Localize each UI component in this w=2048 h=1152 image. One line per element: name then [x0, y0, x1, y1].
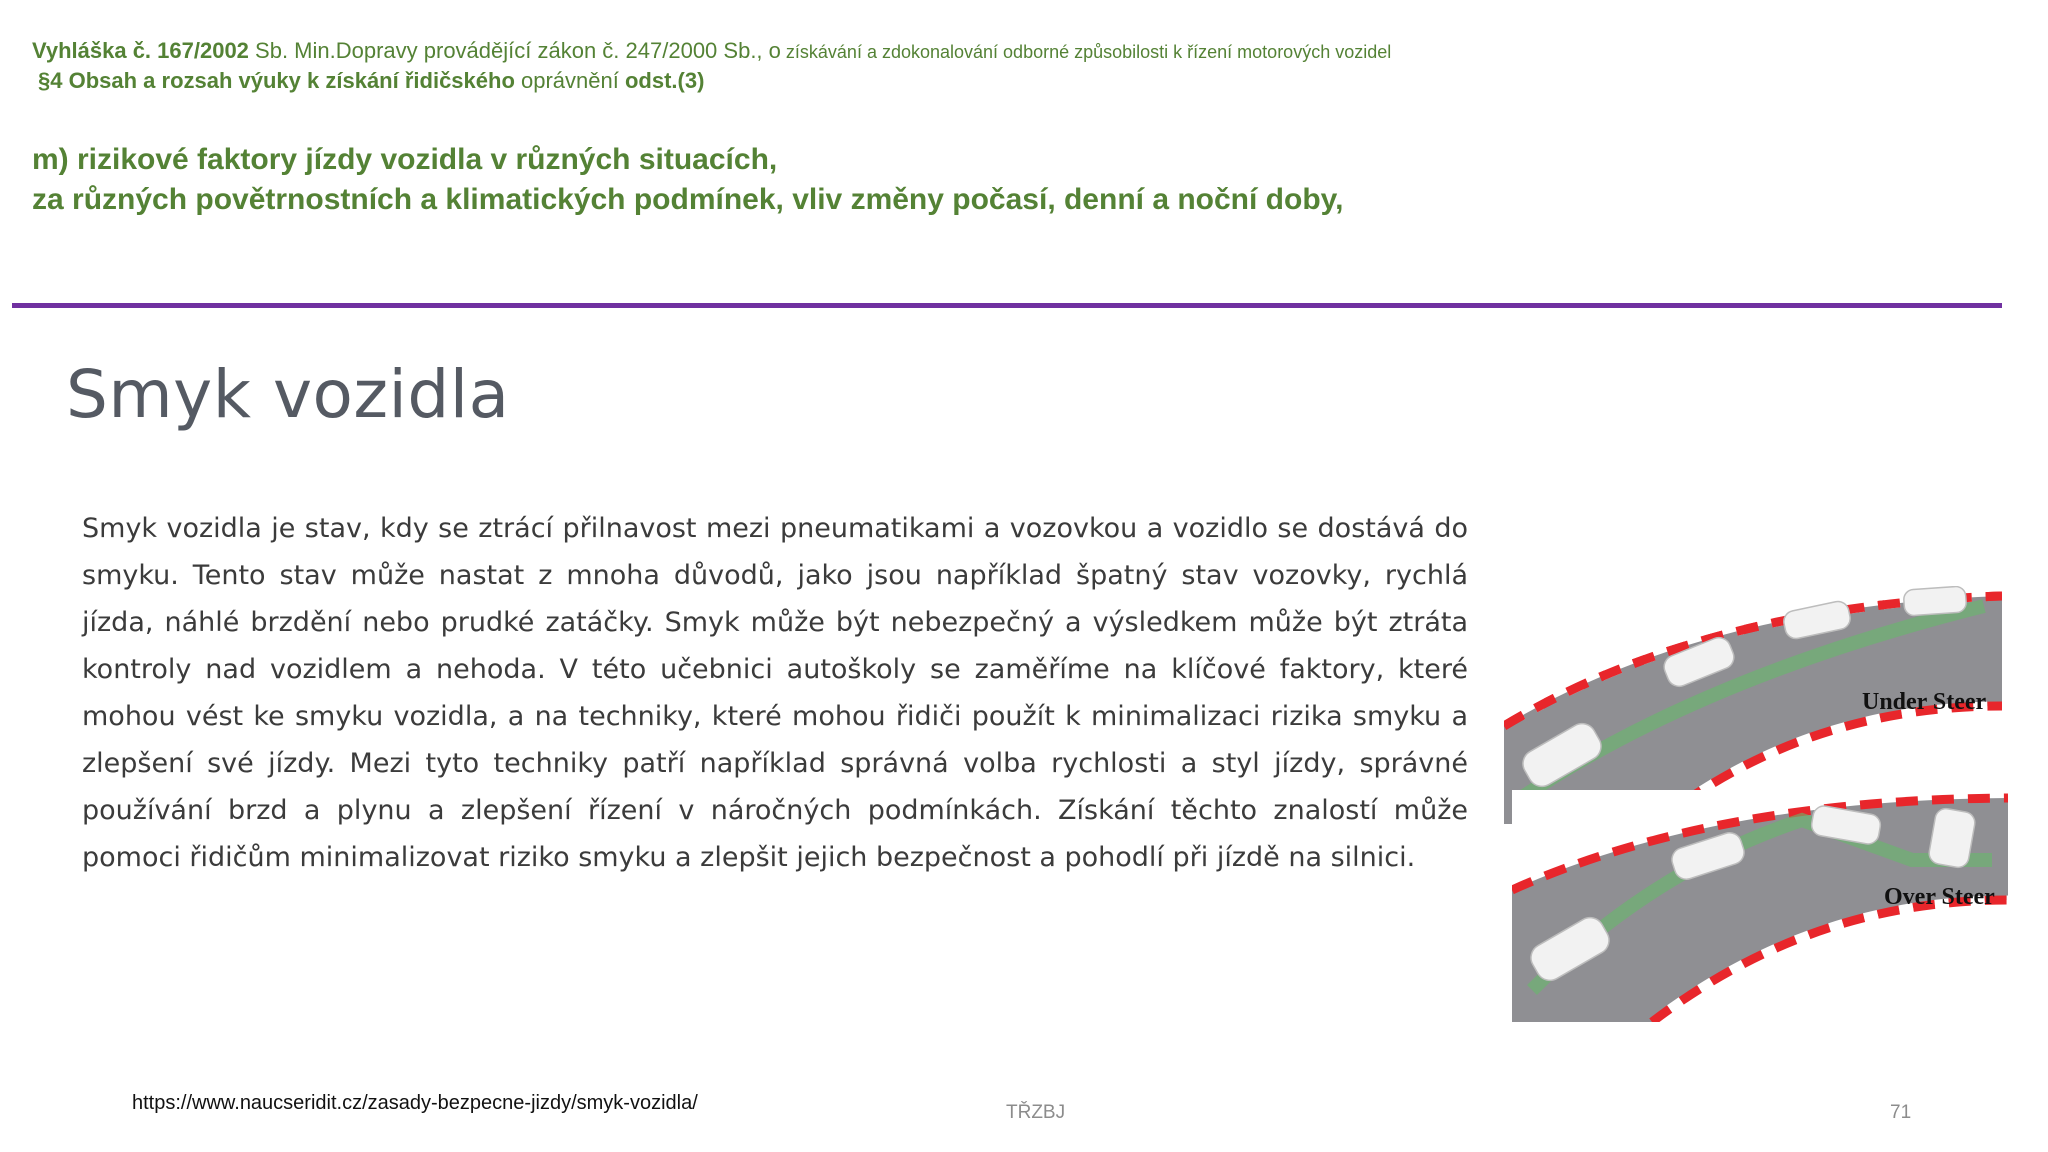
- source-link[interactable]: https://www.naucseridit.cz/zasady-bezpecne-jizdy/smyk-vozidla/: [132, 1092, 698, 1114]
- body-paragraph: Smyk vozidla je stav, kdy se ztrácí přilnavost mezi pneumatikami a vozovkou a vozidlo se dostává do smyku. Tento stav může nastat z mnoha důvodů, jako jsou například špatný stav vozovky, rychlá jízda, náhlé brzdění nebo prudké zatáčky. Smyk může být nebezpečný a výsledkem může být ztráta kontroly nad vozidlem a nehoda. V této učebnici autoškoly se zaměříme na klíčové faktory, které mohou vést ke smyku vozidla, a na techniky, které mohou řidiči použít k minimalizaci rizika smyku a zlepšení své jízdy. Mezi tyto techniky patří například správná volba rychlosti a styl jízdy, správné používání brzd a plynu a zlepšení řízení v náročných podmínkách. Získání těchto znalostí může pomoci řidičům minimalizovat riziko smyku a zlepšit jejich bezpečnost a pohodlí při jízdě na silnici.: [82, 513, 1468, 873]
- regulation-number: Vyhláška č. 167/2002: [32, 38, 249, 63]
- section-paragraph: odst.(3): [624, 68, 705, 93]
- section-text: oprávnění: [514, 68, 625, 93]
- regulation-o: o: [768, 38, 781, 63]
- page-number: 71: [1890, 1102, 1912, 1123]
- over-steer-label: Over Steer: [1884, 884, 1995, 910]
- regulation-text: Sb. Min.Dopravy provádějící zákon č. 247/2000 Sb.,: [248, 38, 769, 63]
- section-header: [38, 66, 704, 96]
- footer-label: TŘZBJ: [1006, 1102, 1066, 1123]
- section-title: §4 Obsah a rozsah výuky k získání řidičského: [38, 68, 515, 93]
- slide-title: Smyk vozidla: [66, 356, 510, 433]
- subsection-line-1: m) rizikové faktory jízdy vozidla v různých situacích,: [32, 143, 778, 176]
- regulation-header: [32, 36, 1391, 67]
- under-steer-label: Under Steer: [1862, 689, 1987, 715]
- subsection-line-2: za různých povětrnostních a klimatických podmínek, vliv změny počasí, denní a noční doby,: [32, 183, 1344, 216]
- regulation-subject: získávání a zdokonalování odborné způsobilosti k řízení motorových vozidel: [780, 42, 1392, 62]
- subsection-heading: [32, 140, 1343, 220]
- purple-divider: [12, 303, 2002, 308]
